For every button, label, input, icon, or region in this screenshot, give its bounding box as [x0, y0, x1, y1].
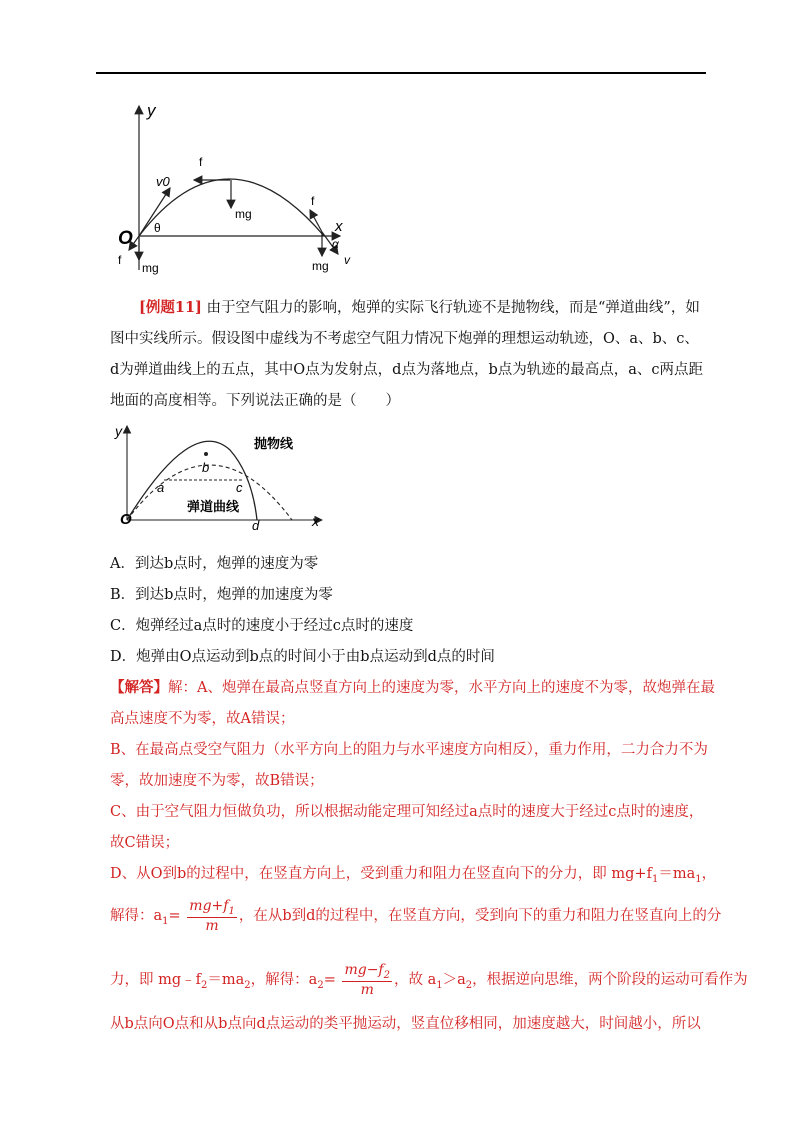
v-label: v — [344, 253, 350, 267]
option-c: C．炮弹经过a点时的速度小于经过c点时的速度 — [110, 618, 414, 634]
answer-line-10: 从b点向O点和从b点向d点运动的类平抛运动，竖直位移相同，加速度越大，时间越小，所以 — [110, 1016, 701, 1032]
answer-line-9: 力，即 $mg﹣f_2=ma_2$，解得：$a_2=$ $\frac{mg-f_2}{m}$ ，故 $a_1>a_2$，根据逆向思维，两个阶段的运动可看作为 — [110, 962, 748, 998]
parabola-label: 抛物线 — [254, 436, 294, 451]
option-d: D．炮弹由O点运动到b点的时间小于由b点运动到d点的时间 — [110, 649, 495, 665]
theta-label: θ — [154, 221, 161, 235]
answer-line-1: 【解答】解：A、炮弹在最高点竖直方向上的速度为零，水平方向上的速度不为零，故炮弹在最 — [110, 679, 715, 696]
origin-label: O — [118, 228, 133, 249]
label-a: a — [157, 480, 165, 495]
fraction-a2: $\frac{mg-f_2}{m}$ — [344, 962, 390, 998]
projectile-force-diagram — [112, 98, 362, 278]
ballistic-curve-diagram — [112, 420, 332, 532]
origin-label: O — [120, 511, 132, 528]
right-f-label: f — [311, 194, 315, 208]
v0-label: v0 — [156, 174, 170, 189]
question-paragraph — [110, 292, 708, 417]
label-d: d — [252, 518, 260, 532]
right-mg-label: mg — [312, 259, 329, 273]
left-f-label: f — [118, 253, 122, 267]
option-a: A．到达b点时，炮弹的速度为零 — [110, 556, 319, 572]
answer-line-2: 高点速度不为零，故A错误； — [110, 711, 295, 727]
answer-line-5: C、由于空气阻力恒做负功，所以根据动能定理可知经过a点时的速度大于经过c点时的速度， — [110, 804, 704, 820]
top-f-label: f — [199, 155, 203, 169]
option-b: B．到达b点时，炮弹的加速度为零 — [110, 587, 333, 603]
x-axis-label: x — [335, 218, 343, 235]
y-axis-label: y — [147, 101, 156, 120]
answer-line-7: D、从O到b的过程中，在竖直方向上，受到重力和阻力在竖直向下的分力，即 $mg+f_1=ma_1$， — [110, 866, 717, 885]
question-text: 由于空气阻力的影响，炮弹的实际飞行轨迹不是抛物线，而是“弹道曲线”，如图中实线所示。假设图中虚线为不考虑空气阻力情况下炮弹的理想运动轨迹，O、a、b、c、d为弹道曲线上的五点，其中O点为发射点，d点为落地点，b点为轨迹的最高点，a、c两点距地面的高度相等。下列说法正确的是（ ） — [110, 300, 703, 409]
point-b — [204, 452, 208, 456]
answer-line-6: 故C错误； — [110, 835, 180, 851]
question-tag: [例题11] — [139, 299, 202, 316]
fraction-a1: $\frac{mg+f_1}{m}$ — [189, 898, 235, 934]
right-friction-arrow — [310, 210, 322, 232]
answer-line-4: 零，故加速度不为零，故B错误； — [110, 773, 324, 789]
label-c: c — [236, 480, 243, 495]
label-b: b — [202, 460, 210, 475]
x-axis-label: x — [312, 513, 319, 529]
alpha-label: α — [332, 237, 339, 251]
y-axis-label: y — [115, 423, 122, 439]
header-rule — [96, 72, 706, 74]
ballistic-label: 弹道曲线 — [187, 499, 240, 514]
answer-tag: 【解答】 — [110, 679, 168, 696]
top-mg-label: mg — [235, 207, 252, 221]
answer-line-3: B、在最高点受空气阻力（水平方向上的阻力与水平速度方向相反），重力作用，二力合力不为 — [110, 742, 708, 758]
answer-line-8: 解得：$a_1=$ $\frac{mg+f_1}{m}$ ，在从b到d的过程中，在竖直方向，受到向下的重力和阻力在竖直向上的分 — [110, 898, 722, 934]
left-mg-label: mg — [142, 261, 159, 275]
